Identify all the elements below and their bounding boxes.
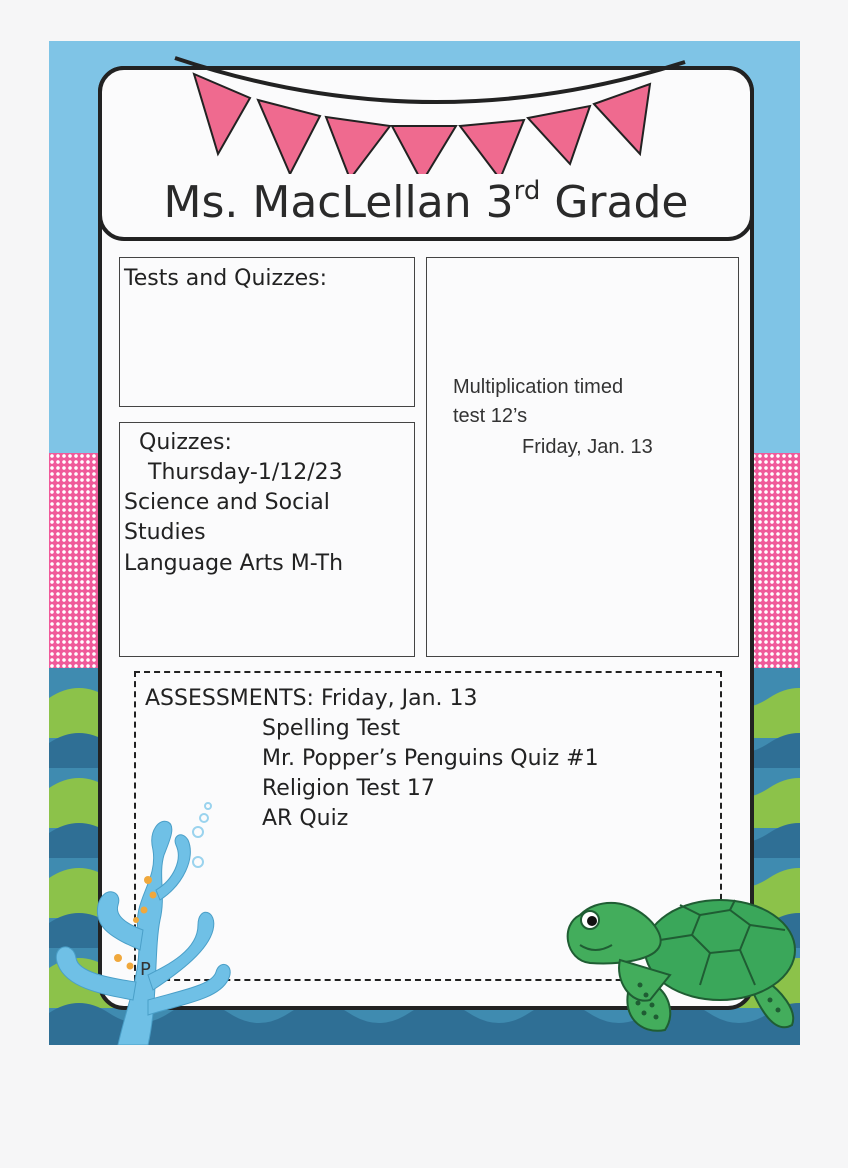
multiplication-line2: test 12’s: [453, 405, 528, 427]
coral-icon: [48, 800, 248, 1045]
quizzes-line1: Science and Social: [124, 490, 330, 515]
coral-letter: P: [140, 959, 151, 980]
quizzes-heading: Quizzes:: [139, 430, 232, 455]
page-title: [100, 176, 752, 228]
assessment-item: Religion Test 17: [262, 776, 435, 801]
bunting-banner: [170, 54, 690, 174]
multiplication-line1: Multiplication timed: [453, 376, 624, 398]
title-text: Ms. MacLellan 3: [163, 177, 514, 228]
assessment-item: AR Quiz: [262, 806, 349, 831]
turtle-icon: [560, 885, 800, 1045]
assessment-item: Spelling Test: [262, 716, 401, 741]
title-text-end: Grade: [540, 177, 689, 228]
quizzes-line3: Language Arts M-Th: [124, 551, 344, 576]
multiplication-line3: Friday, Jan. 13: [522, 436, 653, 458]
quizzes-date: Thursday-1/12/23: [148, 460, 343, 485]
tests-heading: Tests and Quizzes:: [124, 266, 328, 291]
assessment-item: Mr. Popper’s Penguins Quiz #1: [262, 746, 599, 771]
assessments-heading: ASSESSMENTS: Friday, Jan. 13: [145, 686, 478, 711]
quizzes-line2: Studies: [124, 520, 206, 545]
title-superscript: rd: [513, 176, 541, 206]
